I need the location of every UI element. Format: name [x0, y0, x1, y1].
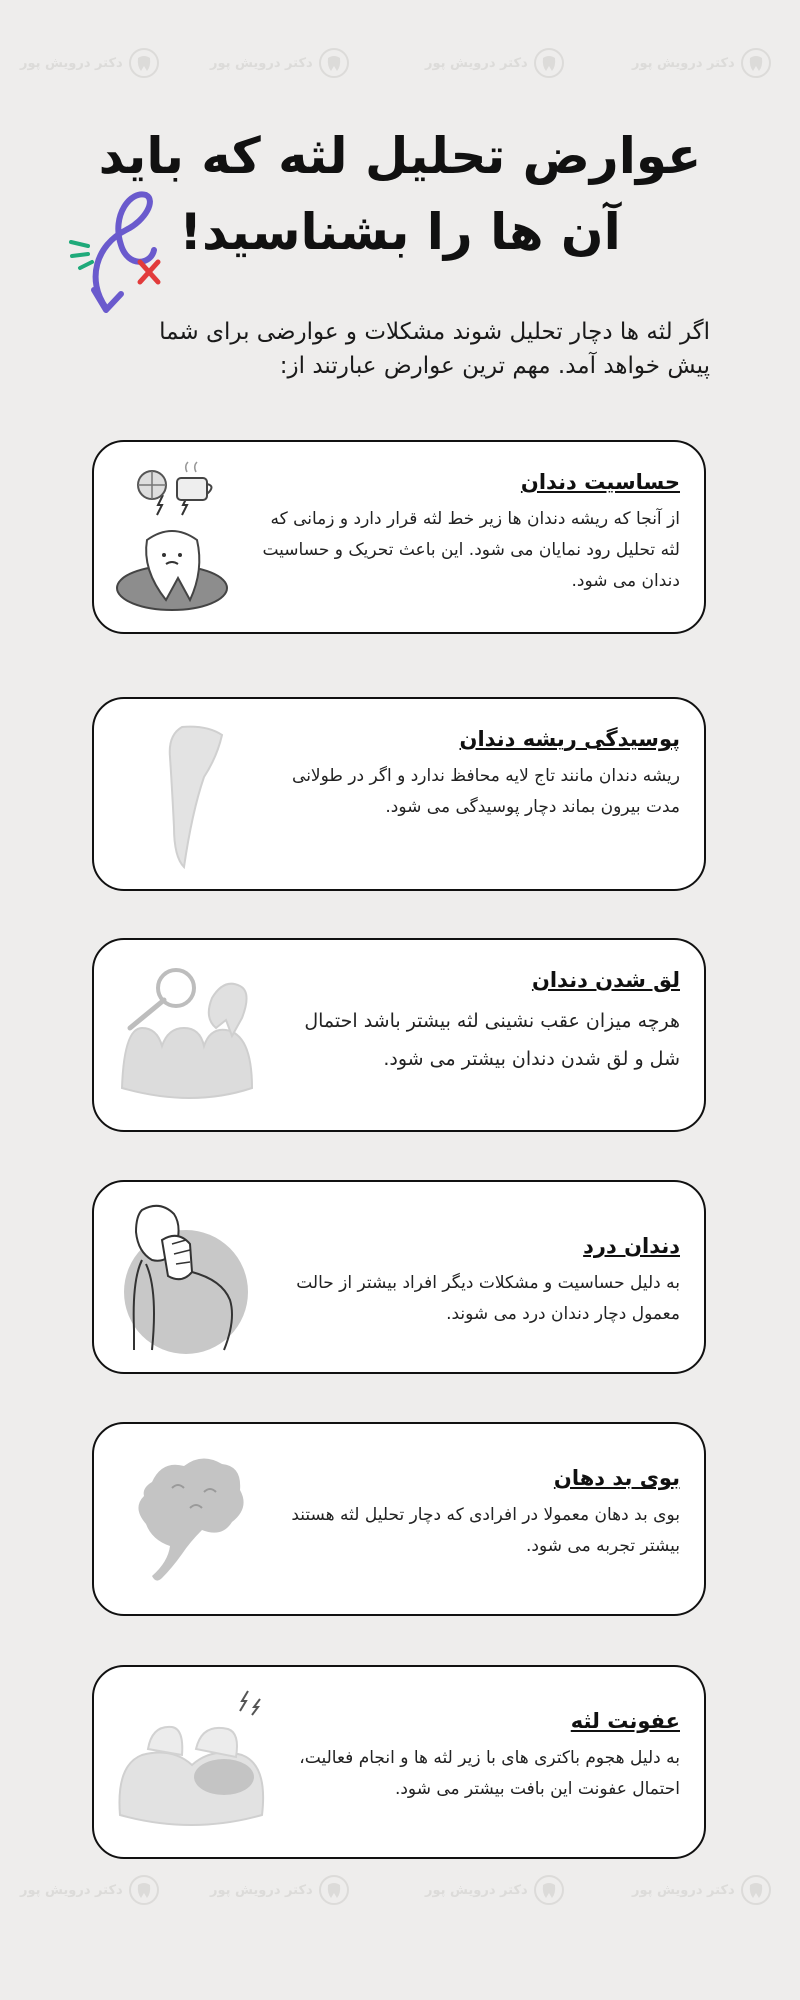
symptom-card — [92, 697, 706, 891]
watermark-row — [0, 1875, 800, 1935]
tooth-logo-icon — [129, 48, 159, 78]
watermark: دکتر درویش پور — [632, 1875, 771, 1905]
card-body: به دلیل حساسیت و مشکلات دیگر افراد بیشتر از حالت معمول دچار دندان درد می شوند. — [296, 1273, 680, 1324]
loose-teeth-icon — [112, 958, 272, 1114]
tooth-logo-icon — [319, 1875, 349, 1905]
watermark: دکتر درویش پور — [425, 48, 564, 78]
intro-paragraph: اگر لثه ها دچار تحلیل شوند مشکلات و عوارضی برای شما پیش خواهد آمد. مهم ترین عوارض عبارتند از: — [159, 319, 710, 379]
symptom-card — [92, 1665, 706, 1859]
card-body: ریشه دندان مانند تاج لایه محافظ ندارد و اگر در طولانی مدت بیرون بماند دچار پوسیدگی می شود. — [292, 766, 680, 817]
card-title: بوی بد دهان — [553, 1466, 680, 1490]
card-body: از آنجا که ریشه دندان ها زیر خط لثه قرار دارد و زمانی که لثه تحلیل رود نمایان می شود. این باعث تحریک و حساسیت دندان می شود. — [262, 509, 680, 591]
symptom-card — [92, 1422, 706, 1616]
watermark: دکتر درویش پور — [425, 1875, 564, 1905]
card-title: پوسیدگی ریشه دندان — [459, 727, 680, 751]
watermark: دکتر درویش پور — [20, 48, 159, 78]
card-title: حساسیت دندان — [520, 470, 680, 494]
bad-breath-smoke-icon — [112, 1442, 272, 1598]
tooth-logo-icon — [534, 48, 564, 78]
symptom-card — [92, 938, 706, 1132]
tooth-logo-icon — [741, 1875, 771, 1905]
card-body: به دلیل هجوم باکتری های با زیر لثه ها و انجام فعالیت، احتمال عفونت این بافت بیشتر می شود. — [299, 1748, 680, 1799]
card-title: عفونت لثه — [570, 1709, 680, 1733]
watermark: دکتر درویش پور — [632, 48, 771, 78]
infected-gum-icon — [112, 1685, 272, 1841]
watermark-row — [0, 48, 800, 108]
watermark: دکتر درویش پور — [20, 1875, 159, 1905]
card-title: لق شدن دندان — [531, 968, 680, 992]
watermark: دکتر درویش پور — [210, 1875, 349, 1905]
card-body: هرچه میزان عقب نشینی لثه بیشتر باشد احتمال شل و لق شدن دندان بیشتر می شود. — [304, 1010, 680, 1070]
symptom-card — [92, 440, 706, 634]
curly-arrow-icon — [66, 190, 176, 320]
title-line-2: آن ها را بشناسید! — [179, 203, 621, 261]
card-title: دندان درد — [583, 1234, 680, 1258]
tooth-logo-icon — [534, 1875, 564, 1905]
tooth-logo-icon — [319, 48, 349, 78]
card-body: بوی بد دهان معمولا در افرادی که دچار تحلیل لثه هستند بیشتر تجربه می شود. — [291, 1505, 680, 1556]
symptom-card — [92, 1180, 706, 1374]
tooth-root-icon — [112, 717, 272, 873]
toothache-person-icon — [112, 1200, 272, 1356]
title-line-1: عوارض تحلیل لثه که باید — [98, 127, 702, 185]
tooth-logo-icon — [741, 48, 771, 78]
tooth-logo-icon — [129, 1875, 159, 1905]
sensitive-tooth-icon — [112, 460, 272, 616]
watermark: دکتر درویش پور — [210, 48, 349, 78]
